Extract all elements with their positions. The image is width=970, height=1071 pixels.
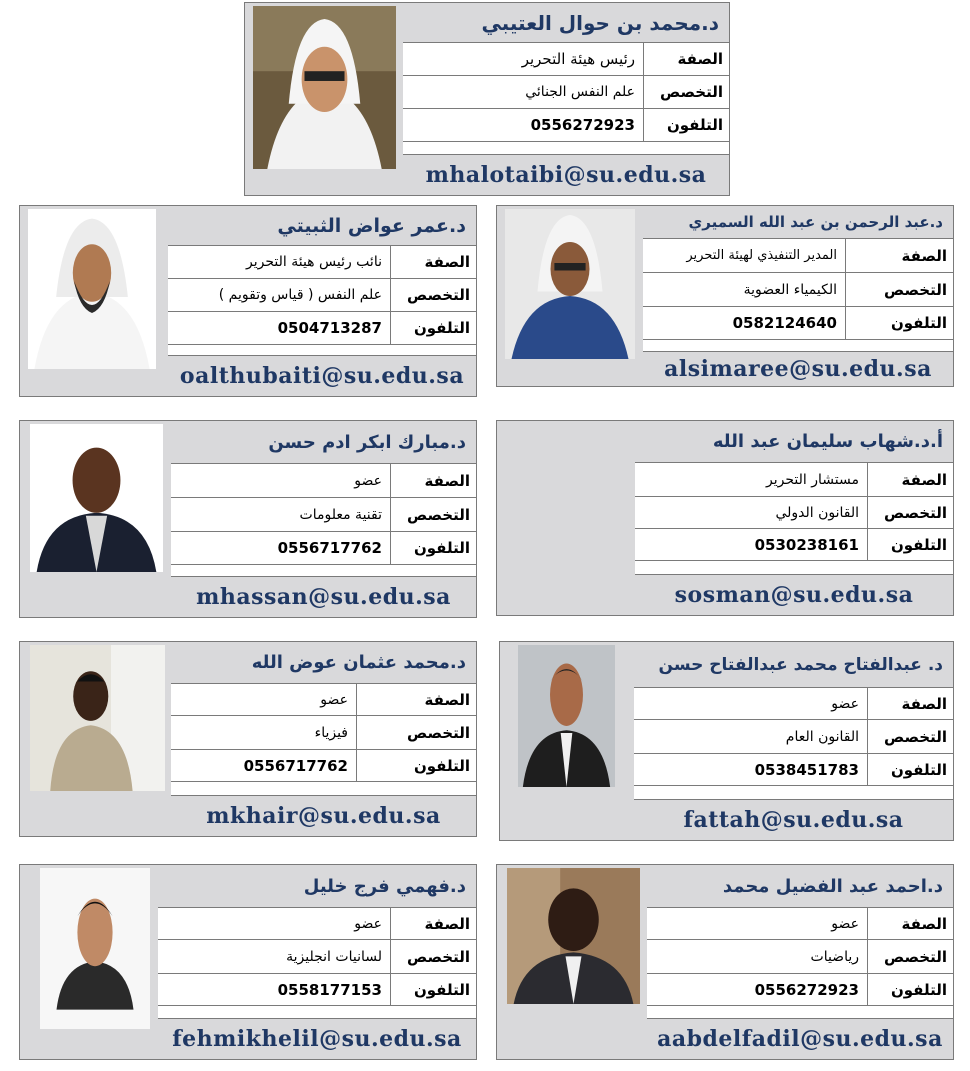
photo-area (497, 865, 649, 1059)
title-label: الصفة (867, 463, 953, 496)
phone-label: التلفون (356, 750, 476, 781)
member-card (244, 2, 730, 196)
spec-label: التخصص (390, 279, 476, 311)
spec-value: لسانيات انجليزية (286, 948, 382, 965)
spec-value: رياضيات (810, 948, 859, 965)
member-name: د.عبد الرحمن بن عبد الله السميري (643, 206, 953, 239)
phone-value: 0556272923 (530, 116, 635, 134)
phone-label: التلفون (390, 532, 476, 564)
member-card (496, 864, 954, 1060)
spec-value: القانون العام (785, 728, 859, 745)
spec-label: التخصص (867, 940, 953, 973)
phone-value: 0556272923 (754, 980, 859, 999)
title-value: عضو (320, 691, 348, 708)
email: aabdelfadil@su.edu.sa (647, 1018, 953, 1059)
photo-area (500, 642, 636, 840)
title-label: الصفة (867, 688, 953, 719)
title-value: عضو (831, 695, 859, 712)
member-photo (507, 868, 640, 1004)
title-value: مستشار التحرير (766, 471, 859, 488)
member-card (19, 641, 477, 837)
member-photo (30, 645, 165, 791)
member-photo (30, 424, 163, 572)
member-card (19, 205, 477, 397)
title-label: الصفة (845, 239, 953, 272)
member-name: د.احمد عبد الفضيل محمد (647, 865, 953, 908)
photo-area (497, 206, 645, 386)
photo-area (20, 865, 160, 1059)
spec-label: التخصص (867, 720, 953, 753)
member-name: أ.د.شهاب سليمان عبد الله (635, 421, 953, 463)
phone-label: التلفون (390, 312, 476, 344)
spec-value: الكيمياء العضوية (743, 281, 837, 298)
spec-label: التخصص (845, 273, 953, 306)
title-label: الصفة (867, 908, 953, 939)
spec-value: علم النفس ( قياس وتقويم ) (218, 287, 382, 303)
email: mhassan@su.edu.sa (171, 576, 476, 617)
photo-area (20, 642, 173, 836)
member-photo (40, 868, 150, 1029)
title-value: نائب رئيس هيئة التحرير (246, 254, 382, 270)
title-value: عضو (354, 472, 382, 489)
phone-label: التلفون (643, 109, 729, 141)
member-card (496, 420, 954, 616)
photo-area (245, 3, 405, 195)
spec-label: التخصص (390, 498, 476, 531)
member-name: د.عمر عواض الثبيتي (168, 206, 476, 246)
title-label: الصفة (390, 464, 476, 497)
title-value: عضو (831, 915, 859, 932)
phone-label: التلفون (390, 974, 476, 1005)
member-card (499, 641, 954, 841)
member-name: د.فهمي فرج خليل (158, 865, 476, 908)
phone-value: 0556717762 (277, 539, 382, 557)
phone-value: 0558177153 (277, 980, 382, 999)
phone-value: 0556717762 (243, 756, 348, 775)
member-name: د.مبارك ابكر ادم حسن (171, 421, 476, 464)
email: fehmikhelil@su.edu.sa (158, 1018, 476, 1059)
spec-label: التخصص (867, 497, 953, 528)
title-label: الصفة (390, 246, 476, 278)
email: alsimaree@su.edu.sa (643, 351, 953, 386)
spec-value: فيزياء (314, 724, 348, 741)
phone-label: التلفون (867, 754, 953, 785)
title-label: الصفة (356, 684, 476, 715)
spec-value: تقنية معلومات (299, 506, 382, 523)
member-photo (505, 209, 635, 359)
member-name: د. عبدالفتاح محمد عبدالفتاح حسن (634, 642, 953, 688)
email: mkhair@su.edu.sa (171, 795, 476, 836)
photo-area (497, 421, 637, 615)
member-photo (253, 6, 396, 169)
member-card (19, 420, 477, 618)
email: fattah@su.edu.sa (634, 799, 953, 840)
title-label: الصفة (390, 908, 476, 939)
member-card (496, 205, 954, 387)
phone-value: 0582124640 (732, 314, 837, 332)
title-label: الصفة (643, 43, 729, 75)
spec-label: التخصص (390, 940, 476, 973)
spec-value: القانون الدولي (775, 504, 859, 521)
member-photo (518, 645, 615, 787)
member-name: د.محمد عثمان عوض الله (171, 642, 476, 684)
phone-value: 0504713287 (277, 319, 382, 337)
phone-label: التلفون (867, 974, 953, 1005)
photo-area (20, 206, 170, 396)
phone-label: التلفون (867, 529, 953, 560)
spec-value: علم النفس الجنائي (525, 84, 635, 100)
spec-label: التخصص (643, 76, 729, 108)
email: oalthubaiti@su.edu.sa (168, 355, 476, 396)
email: mhalotaibi@su.edu.sa (403, 154, 729, 195)
phone-value: 0538451783 (754, 760, 859, 779)
email: sosman@su.edu.sa (635, 574, 953, 615)
title-value: عضو (354, 915, 382, 932)
member-card (19, 864, 477, 1060)
spec-label: التخصص (356, 716, 476, 749)
title-value: المدير التنفيذي لهيئة التحرير (686, 248, 837, 263)
title-value: رئيس هيئة التحرير (521, 50, 635, 68)
member-photo (28, 209, 156, 369)
phone-label: التلفون (845, 307, 953, 339)
phone-value: 0530238161 (754, 535, 859, 554)
member-name: د.محمد بن حوال العتيبي (403, 3, 729, 43)
photo-area (20, 421, 173, 617)
